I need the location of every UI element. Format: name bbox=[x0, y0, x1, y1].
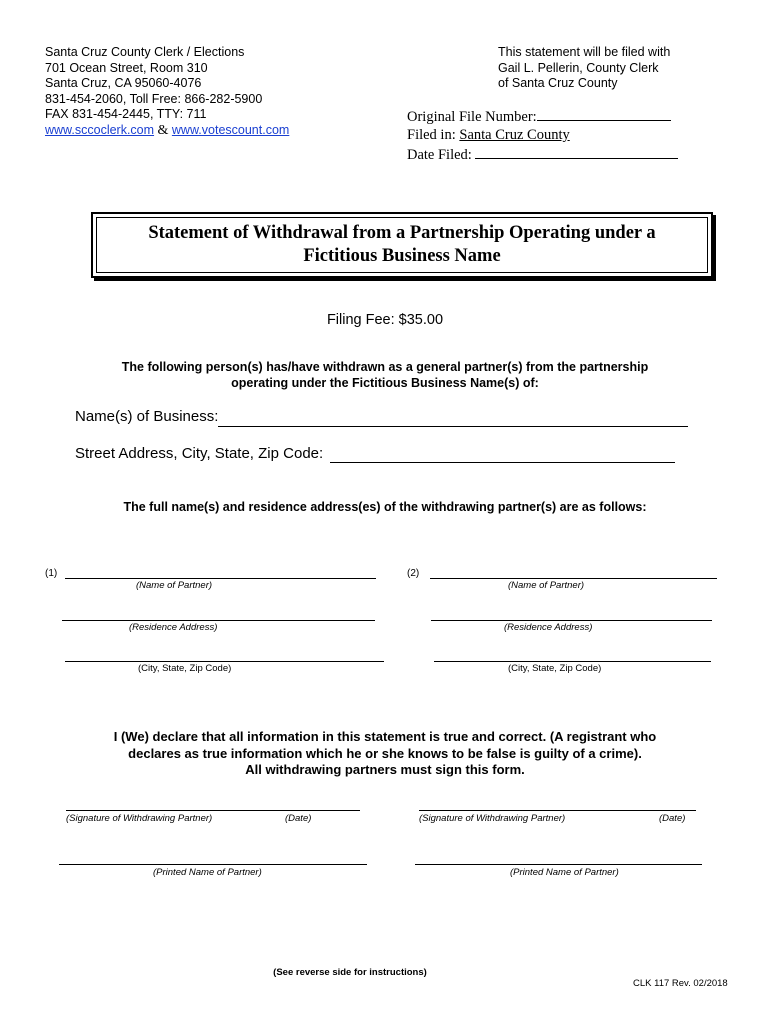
signature-2-caption: (Signature of Withdrawing Partner) bbox=[419, 813, 566, 824]
printed-name-1-field[interactable] bbox=[59, 864, 367, 865]
partner-2-address-field[interactable] bbox=[431, 620, 712, 621]
filing-fee: Filing Fee: $35.00 bbox=[326, 312, 444, 328]
partner-1-city-field[interactable] bbox=[65, 661, 384, 662]
clerk-website-link[interactable]: www.sccoclerk.com bbox=[45, 122, 155, 137]
filed-in-value: Santa Cruz County bbox=[459, 127, 570, 143]
original-file-number-label: Original File Number: bbox=[407, 109, 537, 125]
partner-2-city-caption: (City, State, Zip Code) bbox=[508, 663, 602, 674]
street-address-field[interactable] bbox=[330, 462, 675, 463]
declaration-line-2: declares as true information which he or she knows to be false is guilty of a crime). bbox=[128, 745, 642, 761]
printed-name-1-caption: (Printed Name of Partner) bbox=[153, 867, 262, 878]
signature-1-field[interactable] bbox=[66, 810, 360, 811]
partner-2-number: (2) bbox=[407, 568, 420, 579]
street-address-label: Street Address, City, State, Zip Code: bbox=[75, 445, 324, 462]
intro-line-2: operating under the Fictitious Business Name(s) of: bbox=[231, 376, 539, 390]
clerk-address-block bbox=[45, 45, 289, 138]
business-name-field[interactable] bbox=[218, 426, 688, 427]
partner-1-name-field[interactable] bbox=[65, 578, 376, 579]
office-fax: FAX 831-454-2445, TTY: 711 bbox=[45, 107, 207, 121]
filed-in-label: Filed in: bbox=[407, 127, 456, 143]
partner-2-city-field[interactable] bbox=[434, 661, 711, 662]
date-filed-label: Date Filed: bbox=[407, 147, 472, 163]
declaration-text bbox=[0, 729, 770, 779]
partner-1-address-caption: (Residence Address) bbox=[129, 622, 218, 633]
filing-notice-line-3: of Santa Cruz County bbox=[498, 76, 618, 90]
form-title: Statement of Withdrawal from a Partnership Operating under a Fictitious Business Name bbox=[148, 223, 656, 266]
signature-1-date-caption: (Date) bbox=[285, 813, 312, 824]
declaration-line-3: All withdrawing partners must sign this form. bbox=[245, 762, 525, 777]
partner-1-name-caption: (Name of Partner) bbox=[136, 580, 213, 591]
office-street: 701 Ocean Street, Room 310 bbox=[45, 60, 208, 75]
partner-2-name-caption: (Name of Partner) bbox=[508, 580, 585, 591]
form-id: CLK 117 Rev. 02/2018 bbox=[633, 978, 728, 989]
intro-text bbox=[0, 359, 770, 391]
partner-2-name-field[interactable] bbox=[430, 578, 717, 579]
partners-heading: The full name(s) and residence address(es) of the withdrawing partner(s) are as follows: bbox=[123, 500, 647, 514]
office-links bbox=[45, 123, 289, 139]
form-title-box bbox=[91, 212, 713, 278]
votescount-website-link[interactable]: www.votescount.com bbox=[171, 122, 290, 137]
filing-notice-line-1: This statement will be filed with bbox=[498, 45, 671, 59]
intro-line-1: The following person(s) has/have withdrawn as a general partner(s) from the partnership bbox=[121, 360, 649, 374]
partner-1-number: (1) bbox=[45, 568, 58, 579]
filing-notice bbox=[498, 45, 670, 92]
original-file-number-field[interactable] bbox=[537, 106, 671, 121]
office-name: Santa Cruz County Clerk / Elections bbox=[45, 45, 245, 59]
filing-notice-line-2: Gail L. Pellerin, County Clerk bbox=[498, 60, 659, 75]
date-filed-field[interactable] bbox=[475, 144, 678, 159]
link-separator: & bbox=[157, 122, 169, 138]
signature-2-field[interactable] bbox=[419, 810, 696, 811]
file-info-block bbox=[407, 106, 678, 164]
office-city: Santa Cruz, CA 95060-4076 bbox=[45, 76, 202, 90]
printed-name-2-field[interactable] bbox=[415, 864, 702, 865]
signature-1-caption: (Signature of Withdrawing Partner) bbox=[66, 813, 213, 824]
printed-name-2-caption: (Printed Name of Partner) bbox=[510, 867, 619, 878]
declaration-line-1: I (We) declare that all information in this statement is true and correct. (A registrant who bbox=[113, 729, 657, 744]
partner-1-address-field[interactable] bbox=[62, 620, 375, 621]
reverse-side-note: (See reverse side for instructions) bbox=[273, 967, 427, 978]
partner-1-city-caption: (City, State, Zip Code) bbox=[138, 663, 232, 674]
partner-2-address-caption: (Residence Address) bbox=[504, 622, 593, 633]
signature-2-date-caption: (Date) bbox=[659, 813, 686, 824]
business-name-label: Name(s) of Business: bbox=[75, 408, 219, 425]
office-phone: 831-454-2060, Toll Free: 866-282-5900 bbox=[45, 91, 263, 106]
